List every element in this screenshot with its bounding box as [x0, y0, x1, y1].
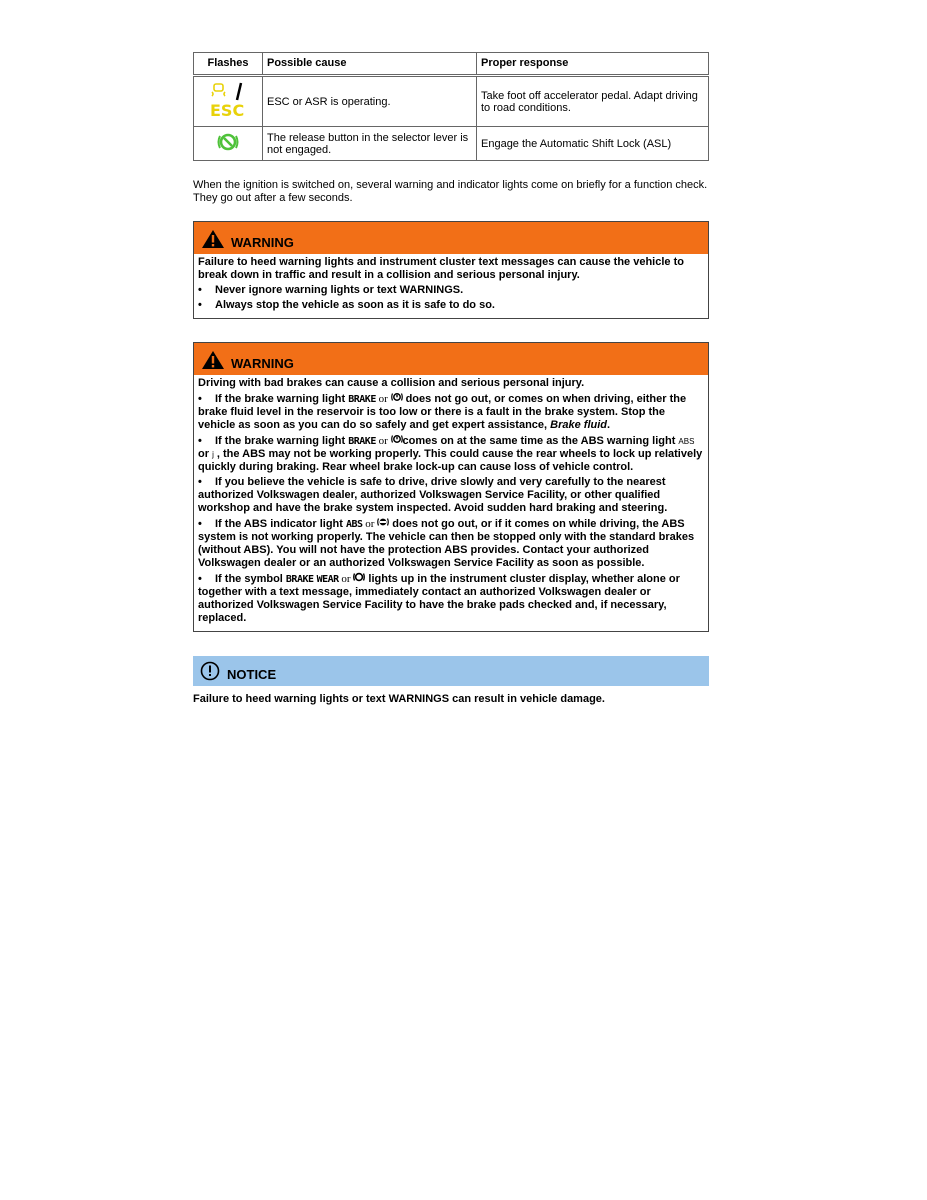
text-run: lights up in the instrument cluster display, whether alone or together with a text message, immediately contact an authorized Volkswagen dealer or authorized Volkswagen Service Facility to have the brake pads checked and, if necessary, replaced. — [198, 573, 680, 624]
flash-table — [193, 52, 709, 161]
cause-cell: The release button in the selector lever is not engaged. — [263, 127, 477, 161]
brake-pad-icon — [353, 572, 365, 582]
text-run: If the ABS indicator light — [215, 518, 346, 530]
bullet-icon: • — [198, 573, 202, 585]
bullet-text: Never ignore warning lights or text WARNINGS. — [215, 284, 464, 296]
warning-body — [194, 254, 708, 318]
response-cell: Engage the Automatic Shift Lock (ASL) — [477, 127, 709, 161]
table-row — [194, 76, 709, 127]
bullet-icon: • — [198, 393, 202, 405]
flashes-cell — [194, 127, 263, 161]
warning-lead: Driving with bad brakes can cause a collision and serious personal injury. — [198, 377, 585, 389]
warning-box-1 — [193, 221, 709, 319]
warning-triangle-icon — [201, 350, 225, 370]
warning-lead: Failure to heed warning lights and instrument cluster text messages can cause the vehicle to break down in traffic and result in a collision and serious personal injury. — [198, 256, 684, 281]
manual-page — [193, 52, 709, 705]
bullet-icon: • — [198, 299, 202, 311]
bullet-text: If you believe the vehicle is safe to drive, drive slowly and very carefully to the nearest authorized Volkswagen dealer, authorized Volkswagen Service Facility, or other qualified workshop and have the brake system inspected. Avoid sudden hard braking and steering. — [198, 476, 668, 514]
list-item — [198, 284, 704, 297]
abs-glyph: j — [212, 450, 214, 459]
or-word: or — [375, 393, 391, 405]
table-header-row — [194, 53, 709, 76]
notice-title: NOTICE — [227, 667, 277, 682]
list-item — [198, 476, 704, 515]
header-proper-response: Proper response — [477, 53, 709, 76]
bullet-icon: • — [198, 518, 202, 530]
response-cell: Take foot off accelerator pedal. Adapt driving to road conditions. — [477, 76, 709, 127]
abs-warning-icon — [377, 517, 389, 527]
or-word: or — [338, 573, 354, 585]
esc-asr-icon — [208, 80, 248, 120]
warning-triangle-icon — [201, 229, 225, 249]
exclamation-circle-icon — [200, 661, 220, 681]
brake-warning-icon — [391, 434, 403, 444]
list-item — [198, 299, 704, 312]
text-run: . — [607, 419, 611, 431]
header-flashes: Flashes — [194, 53, 263, 76]
cause-cell: ESC or ASR is operating. — [263, 76, 477, 127]
text-run: , the ABS may not be working properly. This could cause the rear wheels to lock up relatively quickly during braking. Rear wheel brake lock-up can cause loss of vehicle control. — [198, 448, 703, 473]
warning-box-2 — [193, 342, 709, 632]
shift-lock-icon — [217, 132, 239, 152]
abs-symbol: ABS — [345, 519, 363, 530]
esc-label: ESC — [210, 101, 245, 120]
text-run: If the symbol — [215, 573, 286, 585]
warning-title: WARNING — [231, 356, 294, 371]
or-word: or — [198, 448, 213, 460]
warning-body — [194, 375, 708, 631]
or-word: or — [362, 518, 378, 530]
brake-symbol: BRAKE — [348, 436, 376, 447]
warning-title: WARNING — [231, 235, 294, 250]
text-run: If the brake warning light — [215, 435, 349, 447]
bullet-icon: • — [198, 435, 202, 447]
abs-small-label: ABS — [678, 437, 695, 446]
list-item — [198, 392, 704, 432]
intro-paragraph: When the ignition is switched on, several warning and indicator lights come on briefly for a function check. They go out after a few seconds. — [193, 179, 708, 204]
list-item — [198, 572, 704, 625]
bullet-icon: • — [198, 476, 202, 488]
table-row — [194, 127, 709, 161]
brake-symbol: BRAKE — [348, 394, 376, 405]
link-brake-fluid: Brake fluid — [550, 419, 608, 431]
text-run: If the brake warning light — [215, 393, 349, 405]
list-item — [198, 517, 704, 570]
flashes-cell — [194, 76, 263, 127]
brake-warning-icon — [391, 392, 403, 402]
notice-header — [193, 656, 709, 686]
warning-header — [194, 343, 708, 375]
notice-text: Failure to heed warning lights or text WARNINGS can result in vehicle damage. — [193, 693, 605, 705]
bullet-text: Always stop the vehicle as soon as it is safe to do so. — [215, 299, 495, 311]
text-run: does not go out, or comes on when driving, either the brake fluid level in the reservoir is too low or there is a fault in the brake system. Stop the vehicle as soon as you can do so safely and get expert assistance, — [198, 393, 687, 431]
bullet-icon: • — [198, 284, 202, 296]
brake-symbol: BRAKE — [285, 574, 314, 585]
text-run: does not go out, or if it comes on while driving, the ABS system is not working properly. The vehicle can then be stopped only with the standard brakes (without ABS). You will not have the protection ABS provides. Contact your authorized Volkswagen dealer or an authorized Volkswagen Service Facility as soon as possible. — [198, 518, 695, 569]
or-word: or — [375, 435, 391, 447]
warning-header — [194, 222, 708, 254]
list-item — [198, 434, 704, 474]
header-possible-cause: Possible cause — [263, 53, 477, 76]
text-run: comes on at the same time as the ABS warning light — [402, 435, 679, 447]
wear-symbol: WEAR — [316, 574, 339, 585]
